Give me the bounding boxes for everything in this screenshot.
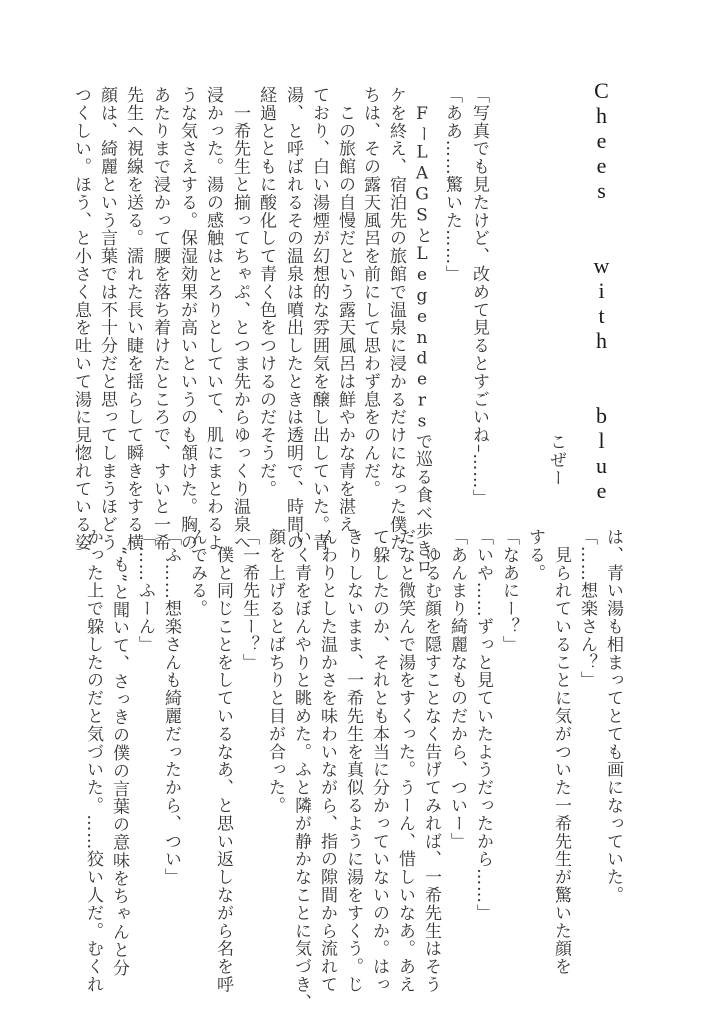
- text-line: うな気さえする。保湿効果が高いというのも頷けた。胸の: [177, 86, 197, 552]
- text-line: 「ああ……驚いた……」: [442, 86, 462, 283]
- text-line: つくしい。ほう、と小さく息を吐いて湯に見惚れている姿: [71, 86, 91, 552]
- text-line: ケを終え、宿泊先の旅館で温泉に浸かるだけになった僕た: [386, 86, 406, 552]
- text-line: ており、白い湯煙が幻想的な雰囲気を醸し出していた。青: [309, 86, 329, 552]
- text-line: 一希先生と揃ってちゃぷ、とつま先からゆっくり温泉へ: [230, 86, 250, 552]
- text-line: 「……ふーん」: [135, 528, 155, 654]
- text-line: 「なあにー？」: [499, 528, 519, 654]
- text-line: 僕と同じことをしているなあ、と思い返しながら名を呼: [213, 528, 233, 994]
- text-line: あたりまで浸かって腰を落ち着けたところで、すいと一希: [150, 86, 170, 552]
- text-line: 「一希先生ー？」: [239, 528, 259, 672]
- text-line: ちは、その露天風呂を前にして思わず息をのんだ。: [360, 86, 380, 498]
- text-line: て躱したのか、それとも本当に分かっていないのか。はっ: [369, 528, 389, 994]
- text-line: 「……想楽さん？」: [577, 528, 597, 690]
- text-line: 「写真でも見たけど、改めて見るとすごいね–……」: [469, 86, 489, 508]
- text-line: きりしないまま、一希先生を真似るように湯をすくう。じ: [343, 528, 363, 994]
- text-line: 湯、と呼ばれるその温泉は噴出したときは透明で、時間の: [283, 86, 303, 552]
- text-line: いく青をぼんやりと眺めた。ふと隣が静かなことに気づき、: [291, 528, 311, 1012]
- author-name: こぜー: [546, 433, 566, 487]
- text-line: この旅館の自慢だという露天風呂は鮮やかな青を湛え: [335, 86, 355, 534]
- text-line: んでみる。: [187, 528, 207, 618]
- text-line: ゆるむ顔を隠すことなく告げてみれば、一希先生はそう: [421, 528, 441, 994]
- text-line: “も”と聞いて、さっきの僕の言葉の意味をちゃんと分: [109, 528, 129, 977]
- text-line: FーLAGSとLegendersで巡る食べ歩きロ: [412, 86, 432, 576]
- text-line: する。: [525, 528, 545, 582]
- text-line: 顔を上げるとばちりと目が合った。: [265, 528, 285, 815]
- text-line: 経過とともに酸化して青く色をつけるのだそうだ。: [256, 86, 276, 498]
- text-line: かった上で躱したのだと気づいた。……狡い人だ。むくれ: [83, 528, 103, 994]
- text-line: 「あんまり綺麗なものだから、ついー」: [447, 528, 467, 851]
- text-line: は、青い湯も相まってとても画になっていた。: [603, 528, 623, 904]
- text-line: 浸かった。湯の感触はとろりとしていて、肌にまとわるよ: [203, 86, 223, 552]
- text-line: 「いや……ずっと見ていたようだったから……」: [473, 528, 493, 922]
- text-line: だなと微笑んで湯をすくった。うーん、惜しいなあ。あえ: [395, 528, 415, 994]
- text-line: 「ふ……想楽さんも綺麗だったから、つい」: [161, 528, 181, 886]
- text-line: 顔は、綺麗という言葉では不十分だと思ってしまうほどう: [97, 86, 117, 552]
- text-line: 先生へ視線を送る。濡れた長い睫を揺らして瞬きをする横: [123, 86, 143, 552]
- story-title: Chees with blue: [589, 78, 614, 503]
- text-line: 見られていることに気がついた一希先生が驚いた顔を: [551, 528, 571, 976]
- text-line: んわりとした温かさを味わいながら、指の隙間から流れて: [317, 528, 337, 994]
